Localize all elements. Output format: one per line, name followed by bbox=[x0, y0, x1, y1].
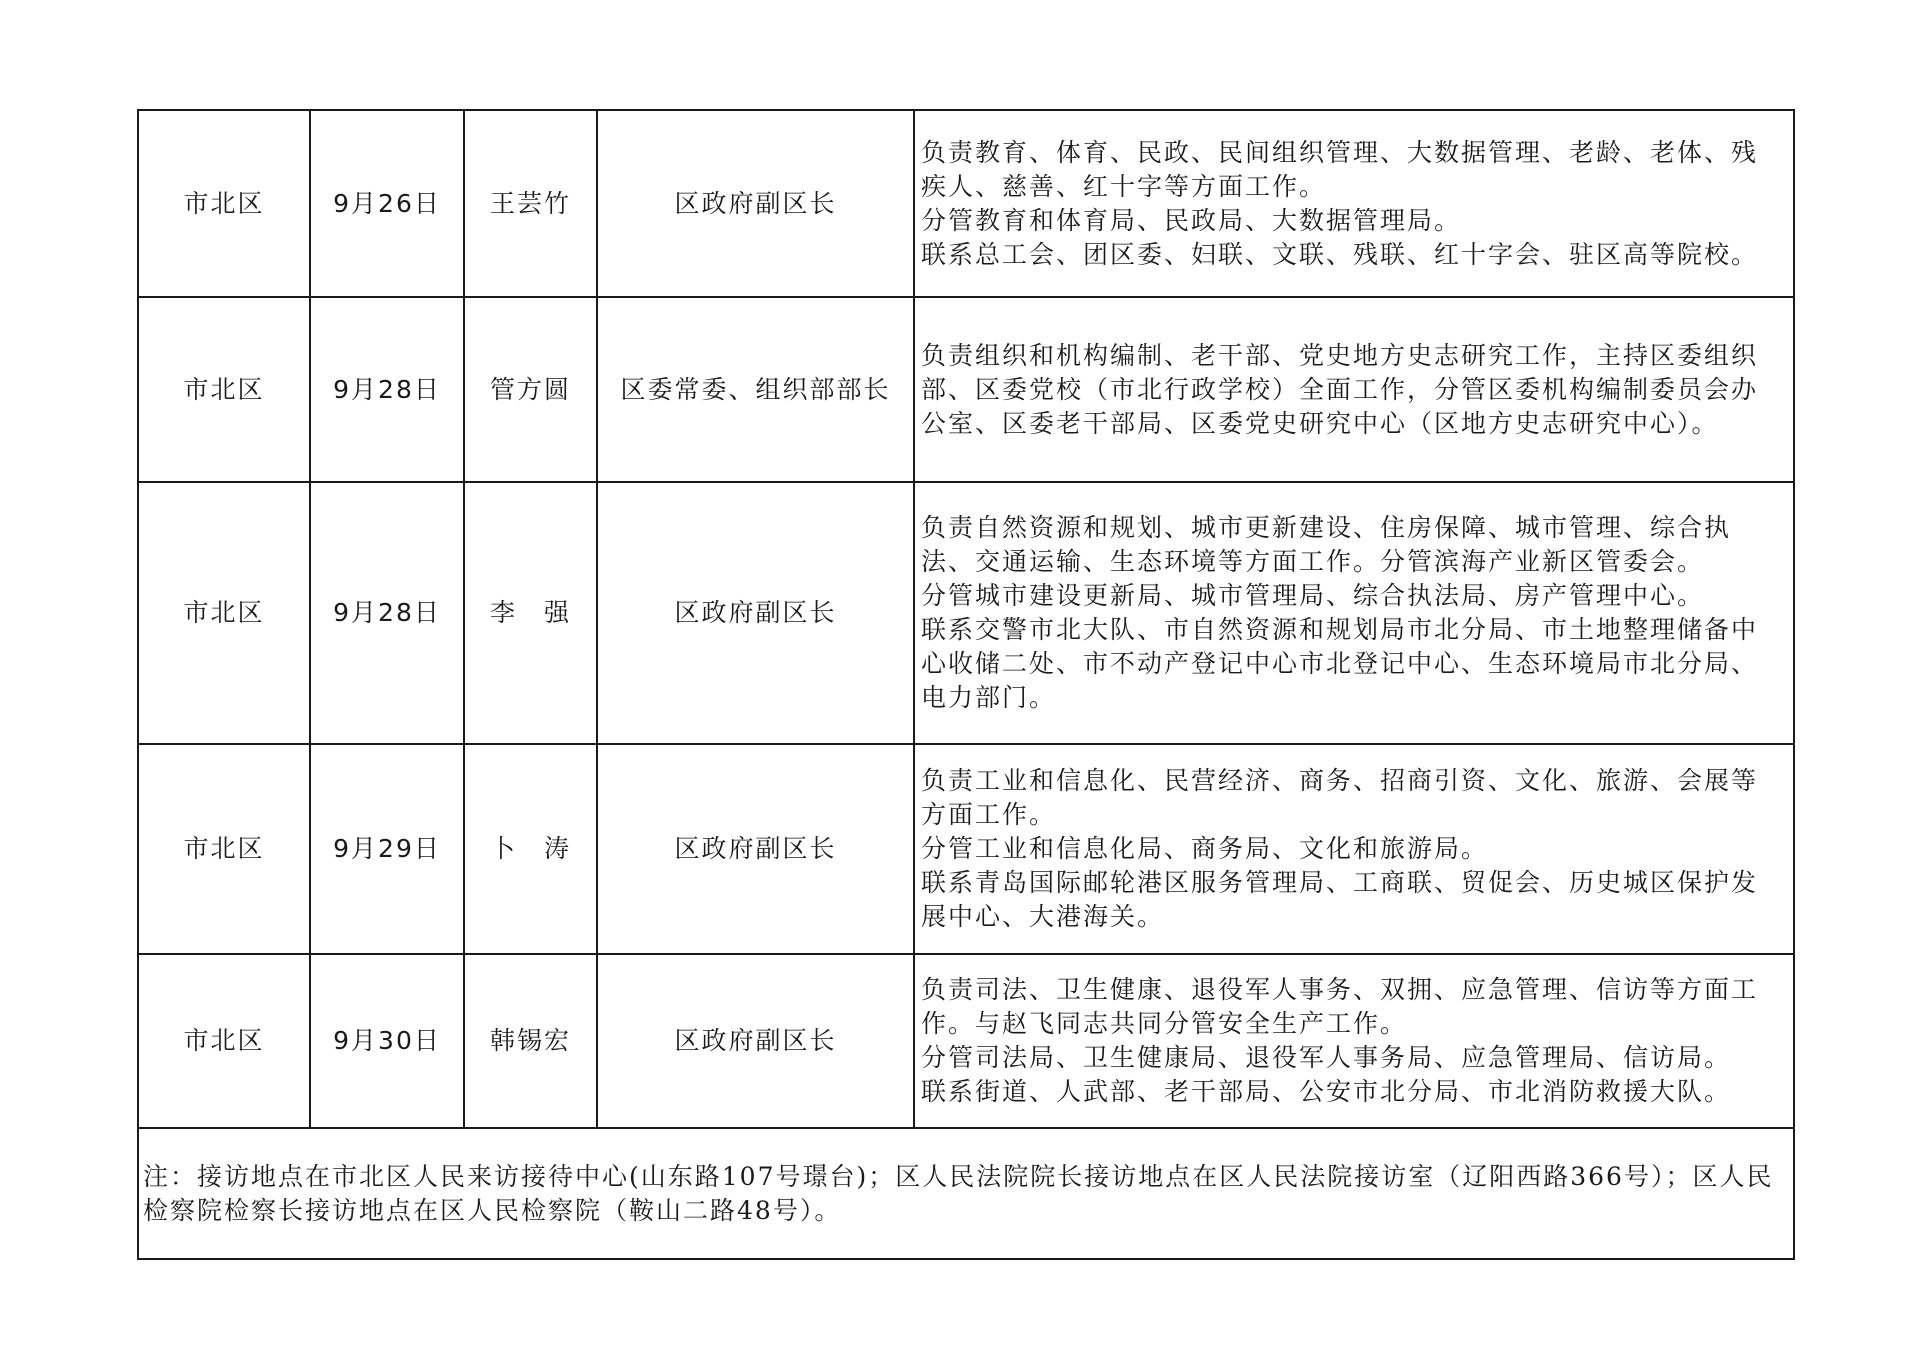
duty-line: 分管工业和信息化局、商务局、文化和旅游局。 bbox=[921, 834, 1489, 863]
position-cell: 区政府副区长 bbox=[597, 482, 914, 744]
duty-line: 负责司法、卫生健康、退役军人事务、双拥、应急管理、信访等方面工作。与赵飞同志共同分管安全生产工作。 bbox=[921, 975, 1759, 1038]
date-cell: 9月26日 bbox=[310, 110, 464, 297]
name-cell: 李 强 bbox=[464, 482, 597, 744]
duty-line: 分管城市建设更新局、城市管理局、综合执法局、房产管理中心。 bbox=[921, 581, 1705, 610]
table-row bbox=[138, 297, 1794, 482]
note-cell bbox=[138, 1128, 1794, 1259]
schedule-table-body bbox=[138, 110, 1794, 1128]
duty-line: 分管司法局、卫生健康局、退役军人事务局、应急管理局、信访局。 bbox=[921, 1043, 1732, 1072]
table-row bbox=[138, 744, 1794, 954]
duty-line: 联系交警市北大队、市自然资源和规划局市北分局、市土地整理储备中心收储二处、市不动产登记中心市北登记中心、生态环境局市北分局、电力部门。 bbox=[921, 615, 1759, 712]
duty-line: 联系街道、人武部、老干部局、公安市北分局、市北消防救援大队。 bbox=[921, 1077, 1732, 1106]
date-cell: 9月29日 bbox=[310, 744, 464, 954]
note-row bbox=[138, 1128, 1794, 1259]
name-cell: 卜 涛 bbox=[464, 744, 597, 954]
duty-line: 负责教育、体育、民政、民间组织管理、大数据管理、老龄、老体、残疾人、慈善、红十字等方面工作。 bbox=[921, 137, 1759, 201]
district-cell: 市北区 bbox=[138, 954, 310, 1128]
duties-cell bbox=[914, 482, 1794, 744]
district-cell: 市北区 bbox=[138, 297, 310, 482]
duties-cell bbox=[914, 954, 1794, 1128]
date-cell: 9月28日 bbox=[310, 297, 464, 482]
district-cell: 市北区 bbox=[138, 482, 310, 744]
duties-cell bbox=[914, 297, 1794, 482]
duty-line: 分管教育和体育局、民政局、大数据管理局。 bbox=[921, 205, 1462, 235]
date-cell: 9月30日 bbox=[310, 954, 464, 1128]
position-cell: 区政府副区长 bbox=[597, 110, 914, 297]
name-cell: 管方圆 bbox=[464, 297, 597, 482]
position-cell: 区政府副区长 bbox=[597, 954, 914, 1128]
table-row bbox=[138, 482, 1794, 744]
district-cell: 市北区 bbox=[138, 110, 310, 297]
duties-cell bbox=[914, 744, 1794, 954]
table-row bbox=[138, 954, 1794, 1128]
duty-line: 负责自然资源和规划、城市更新建设、住房保障、城市管理、综合执法、交通运输、生态环境等方面工作。分管滨海产业新区管委会。 bbox=[921, 513, 1732, 576]
note-text: 注：接访地点在市北区人民来访接待中心(山东路107号璟台)；区人民法院院长接访地点在区人民法院接访室（辽阳西路366号）；区人民检察院检察长接访地点在区人民检察院（鞍山二路48号）。 bbox=[143, 1161, 1774, 1225]
duty-line: 联系青岛国际邮轮港区服务管理局、工商联、贸促会、历史城区保护发展中心、大港海关。 bbox=[921, 868, 1759, 931]
duty-line: 联系总工会、团区委、妇联、文联、残联、红十字会、驻区高等院校。 bbox=[921, 239, 1759, 269]
duties-cell bbox=[914, 110, 1794, 297]
name-cell: 韩锡宏 bbox=[464, 954, 597, 1128]
district-cell: 市北区 bbox=[138, 744, 310, 954]
duty-line: 负责组织和机构编制、老干部、党史地方史志研究工作，主持区委组织部、区委党校（市北行政学校）全面工作，分管区委机构编制委员会办公室、区委老干部局、区委党史研究中心（区地方史志研究中心）。 bbox=[921, 340, 1759, 438]
name-cell: 王芸竹 bbox=[464, 110, 597, 297]
reception-schedule-table bbox=[137, 109, 1795, 1260]
position-cell: 区政府副区长 bbox=[597, 744, 914, 954]
date-cell: 9月28日 bbox=[310, 482, 464, 744]
duty-line: 负责工业和信息化、民营经济、商务、招商引资、文化、旅游、会展等方面工作。 bbox=[921, 766, 1759, 829]
table-row bbox=[138, 110, 1794, 297]
position-cell: 区委常委、组织部部长 bbox=[597, 297, 914, 482]
